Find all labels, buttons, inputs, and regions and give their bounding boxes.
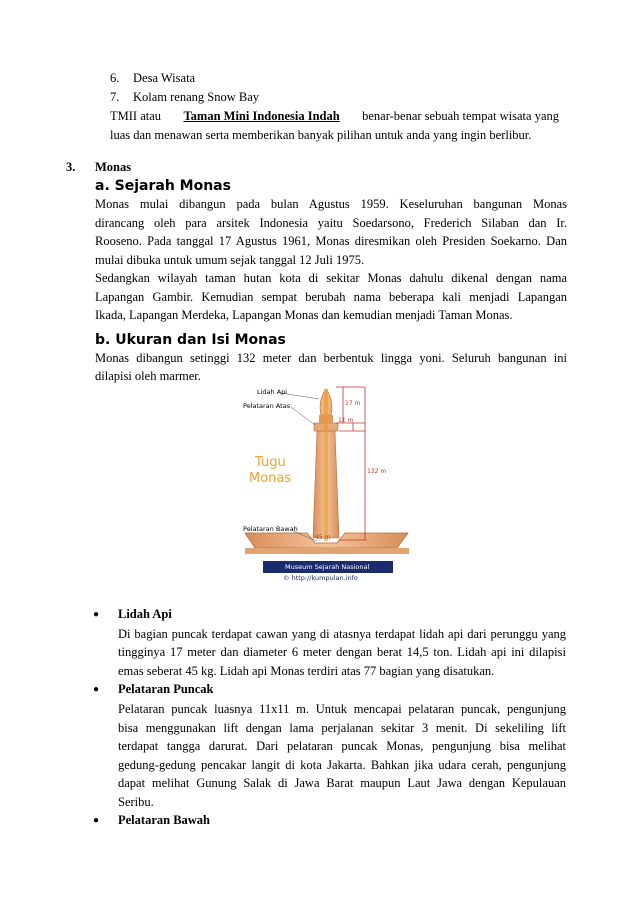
lidah-line-2: tingginya 17 meter dan diameter 6 meter dengan berat 14,5 ton. Lidah api ini dilapisi <box>118 645 566 659</box>
sejarah-line-7: Ikada, Lapangan Merdeka, Lapangan Monas dan kemudian menjadi Taman Monas. <box>95 308 513 322</box>
lidah-line-1: Di bagian puncak terdapat cawan yang di atasnya terdapat lidah api dari perunggu yang <box>118 627 566 641</box>
puncak-line-3: terdapat tangga darurat. Dari pelataran puncak Monas, pengunjung bisa melihat <box>118 739 566 753</box>
label-tugu: Tugu <box>255 455 286 470</box>
puncak-line-5: dapat melihat Gunung Salak di Jawa Barat maupun Laut Jawa dengan Kepulauan <box>118 776 566 790</box>
tmii-paragraph-line-1 <box>110 109 559 124</box>
image-credit: © http://kumpulan.info <box>283 574 358 582</box>
bullet-title-pelataran-bawah: Pelataran Bawah <box>118 813 211 827</box>
label-lidah-api: Lidah Api <box>257 388 288 396</box>
subheading-ukuran: b. Ukuran dan Isi Monas <box>95 332 286 348</box>
bullet-icon: ● <box>93 609 100 620</box>
museum-label: Museum Sejarah Nasional <box>285 563 370 571</box>
list-number-6: 6. <box>110 71 120 85</box>
dim-45m: 45 m <box>315 534 331 541</box>
dim-11m: 11 m <box>338 417 354 424</box>
ukuran-line-1: Monas dibangun setinggi 132 meter dan berbentuk lingga yoni. Seluruh bangunan ini <box>95 351 567 365</box>
tmii-paragraph-line-2: luas dan menawan serta memberikan banyak pilihan untuk anda yang ingin berlibur. <box>110 128 532 142</box>
tmii-prefix: TMII atau <box>110 109 162 123</box>
tmii-link[interactable]: Taman Mini Indonesia Indah <box>183 109 340 123</box>
bullet-icon: ● <box>93 684 100 695</box>
sejarah-line-6: Lapangan Gambir. Kemudian sempat berubah nama beberapa kali menjadi Lapangan <box>95 290 567 304</box>
sejarah-line-5: Sedangkan wilayah taman hutan kota di sekitar Monas dahulu dikenal dengan nama <box>95 271 567 285</box>
sejarah-line-4: mulai dibuka untuk umum sejak tanggal 12 Juli 1975. <box>95 253 365 267</box>
sejarah-line-2: dirancang oleh para arsitek Indonesia yaitu Soedarsono, Frederich Silaban dan Ir. <box>95 216 567 230</box>
section-number: 3. <box>66 160 76 174</box>
dim-17m: 17 m <box>345 400 361 407</box>
sejarah-line-1: Monas mulai dibangun pada bulan Agustus 1959. Keseluruhan bangunan Monas <box>95 197 567 211</box>
list-item-snow-bay: Kolam renang Snow Bay <box>133 90 260 104</box>
ukuran-line-2: dilapisi oleh marmer. <box>95 369 201 383</box>
label-pelataran-bawah: Pelataran Bawah <box>243 525 298 533</box>
dim-132m: 132 m <box>367 468 387 475</box>
bullet-icon: ● <box>93 815 100 826</box>
lidah-line-3: emas seberat 45 kg. Lidah api Monas terdiri atas 77 bagian yang disatukan. <box>118 664 495 678</box>
subheading-sejarah: a. Sejarah Monas <box>95 178 231 194</box>
monas-diagram <box>233 383 418 586</box>
puncak-line-6: Seribu. <box>118 795 154 809</box>
puncak-line-4: gedung-gedung pencakar langit di kota Jakarta. Bahkan jika udara cerah, pengunjung <box>118 758 566 772</box>
list-number-7: 7. <box>110 90 120 104</box>
bullet-title-lidah-api: Lidah Api <box>118 607 172 621</box>
list-item-desa-wisata: Desa Wisata <box>133 71 196 85</box>
puncak-line-2: bisa menggunakan lift dengan lama perjalanan sekitar 3 menit. Di sekeliling lift <box>118 721 566 735</box>
label-monas: Monas <box>249 471 292 486</box>
section-title: Monas <box>95 160 132 174</box>
label-pelataran-atas: Pelataran Atas <box>243 402 291 410</box>
bullet-title-pelataran-puncak: Pelataran Puncak <box>118 682 214 696</box>
puncak-line-1: Pelataran puncak luasnya 11x11 m. Untuk mencapai pelataran puncak, pengunjung <box>118 702 566 716</box>
base-floor <box>245 548 409 554</box>
tmii-suffix: benar-benar sebuah tempat wisata yang <box>362 109 559 123</box>
sejarah-line-3: Rooseno. Pada tanggal 17 Agustus 1961, Monas diresmikan oleh Presiden Soekarno. Dan <box>95 234 567 248</box>
